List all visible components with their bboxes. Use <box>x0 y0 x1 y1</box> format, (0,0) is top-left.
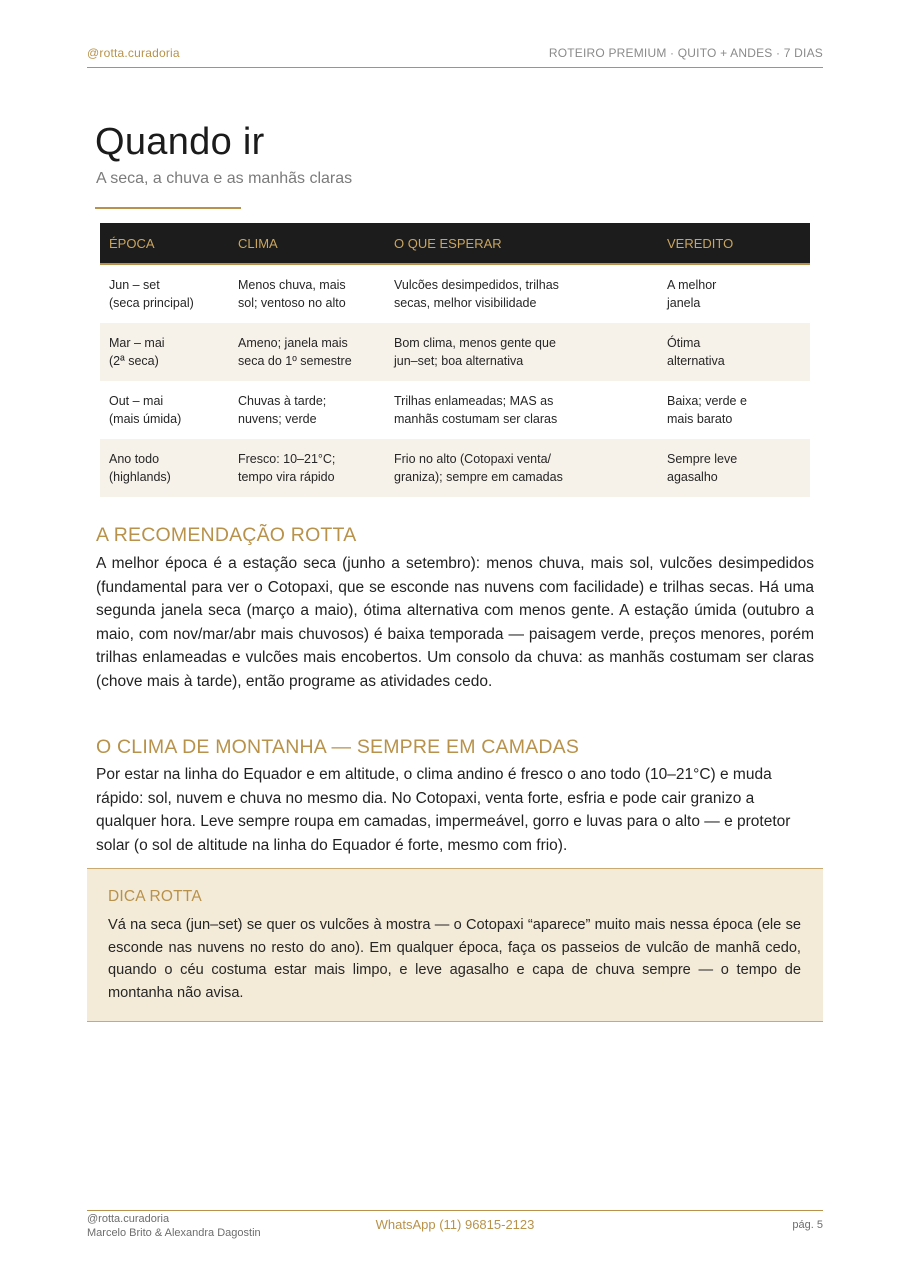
table-cell <box>100 439 229 497</box>
table-cell <box>229 439 385 497</box>
table-row <box>100 439 810 497</box>
page-footer <box>87 1210 823 1251</box>
table-cell <box>385 439 658 497</box>
cell-text: Chuvas à tarde; nuvens; verde <box>238 394 327 426</box>
table-cell <box>100 323 229 381</box>
tip-heading: DICA ROTTA <box>108 888 202 905</box>
table-header-row <box>100 223 810 264</box>
table-cell <box>229 323 385 381</box>
table-cell <box>658 381 810 439</box>
cell-text: Fresco: 10–21°C; tempo vira rápido <box>238 452 336 484</box>
recommendation-heading: A RECOMENDAÇÃO ROTTA <box>96 524 357 546</box>
table-cell <box>100 264 229 323</box>
cell-text: Ameno; janela mais seca do 1º semestre <box>238 336 352 368</box>
title-underline <box>95 207 241 209</box>
cell-text: Jun – set (seca principal) <box>109 278 194 310</box>
cell-text: A melhor janela <box>667 278 717 310</box>
page-title: Quando ir <box>95 121 265 163</box>
cell-text: Baixa; verde e mais barato <box>667 394 747 426</box>
page-header <box>87 46 823 68</box>
table-cell <box>100 381 229 439</box>
cell-text: Ótima alternativa <box>667 336 725 368</box>
cell-text: Trilhas enlameadas; MAS as manhãs costumam ser claras <box>394 394 558 426</box>
table-cell <box>385 264 658 323</box>
tip-box <box>87 868 823 1022</box>
season-table <box>100 223 810 497</box>
page-number: pág. 5 <box>792 1219 823 1231</box>
table-cell <box>658 264 810 323</box>
cell-text: Vulcões desimpedidos, trilhas secas, melhor visibilidade <box>394 278 559 310</box>
mountain-climate-text: Por estar na linha do Equador e em altitude, o clima andino é fresco o ano todo (10–21°C) e muda rápido: sol, nuvem e chuva no mesmo dia. No Cotopaxi, venta forte, esfria e pode cair granizo a qualquer hora. Leve sempre roupa em camadas, impermeável, gorro e luvas para o alto — e protetor solar (o sol de altitude na linha do Equador é forte, mesmo com frio). <box>96 766 791 854</box>
column-header: VEREDITO <box>658 223 810 264</box>
cell-text: Sempre leve agasalho <box>667 452 738 484</box>
header-doc-title: ROTEIRO PREMIUM · QUITO + ANDES · 7 DIAS <box>548 46 823 60</box>
recommendation-text: A melhor época é a estação seca (junho a setembro): menos chuva, mais sol, vulcões desimpedidos (fundamental para ver o Cotopaxi, que se esconde nas nuvens com facilidade) e trilhas secas. Há uma segunda janela seca (março a maio), ótima alternativa com menos gente. A estação úmida (outubro a maio, com nov/mar/abr mais chuvosos) é baixa temporada — paisagem verde, preços menores, porém trilhas enlameadas e vulcões mais encobertos. Um consolo da chuva: as manhãs costumam ser claras (chove mais à tarde), então programe as atividades cedo. <box>96 555 814 690</box>
column-header: O QUE ESPERAR <box>385 223 658 264</box>
cell-text: Menos chuva, mais sol; ventoso no alto <box>238 278 346 310</box>
table-cell <box>385 381 658 439</box>
table-row <box>100 264 810 323</box>
footer-whatsapp: WhatsApp (11) 96815-2123 <box>375 1217 535 1232</box>
cell-text: Mar – mai (2ª seca) <box>109 336 165 368</box>
mountain-climate-heading: O CLIMA DE MONTANHA — SEMPRE EM CAMADAS <box>96 736 580 758</box>
tip-text: Vá na seca (jun–set) se quer os vulcões à mostra — o Cotopaxi “aparece” muito mais nessa época (ele se esconde nas nuvens no resto do ano). Em qualquer época, faça os passeios de vulcão de manhã cedo, quando o céu costuma estar mais limpo, e leve agasalho e capa de chuva sempre — o tempo de montanha não avisa. <box>108 917 801 1001</box>
column-header: CLIMA <box>229 223 385 264</box>
cell-text: Frio no alto (Cotopaxi venta/ graniza); sempre em camadas <box>394 452 563 484</box>
column-header: ÉPOCA <box>100 223 229 264</box>
header-brand: @rotta.curadoria <box>87 46 180 60</box>
table-cell <box>658 439 810 497</box>
table-row <box>100 323 810 381</box>
cell-text: Out – mai (mais úmida) <box>109 394 182 426</box>
cell-text: Ano todo (highlands) <box>109 452 171 484</box>
footer-authors: Marcelo Brito & Alexandra Dagostin <box>87 1227 261 1239</box>
table-cell <box>385 323 658 381</box>
footer-brand: @rotta.curadoria <box>87 1213 170 1225</box>
table-cell <box>658 323 810 381</box>
table-cell <box>229 264 385 323</box>
table-cell <box>229 381 385 439</box>
page-subtitle: A seca, a chuva e as manhãs claras <box>96 170 353 187</box>
cell-text: Bom clima, menos gente que jun–set; boa alternativa <box>394 336 556 368</box>
table-row <box>100 381 810 439</box>
